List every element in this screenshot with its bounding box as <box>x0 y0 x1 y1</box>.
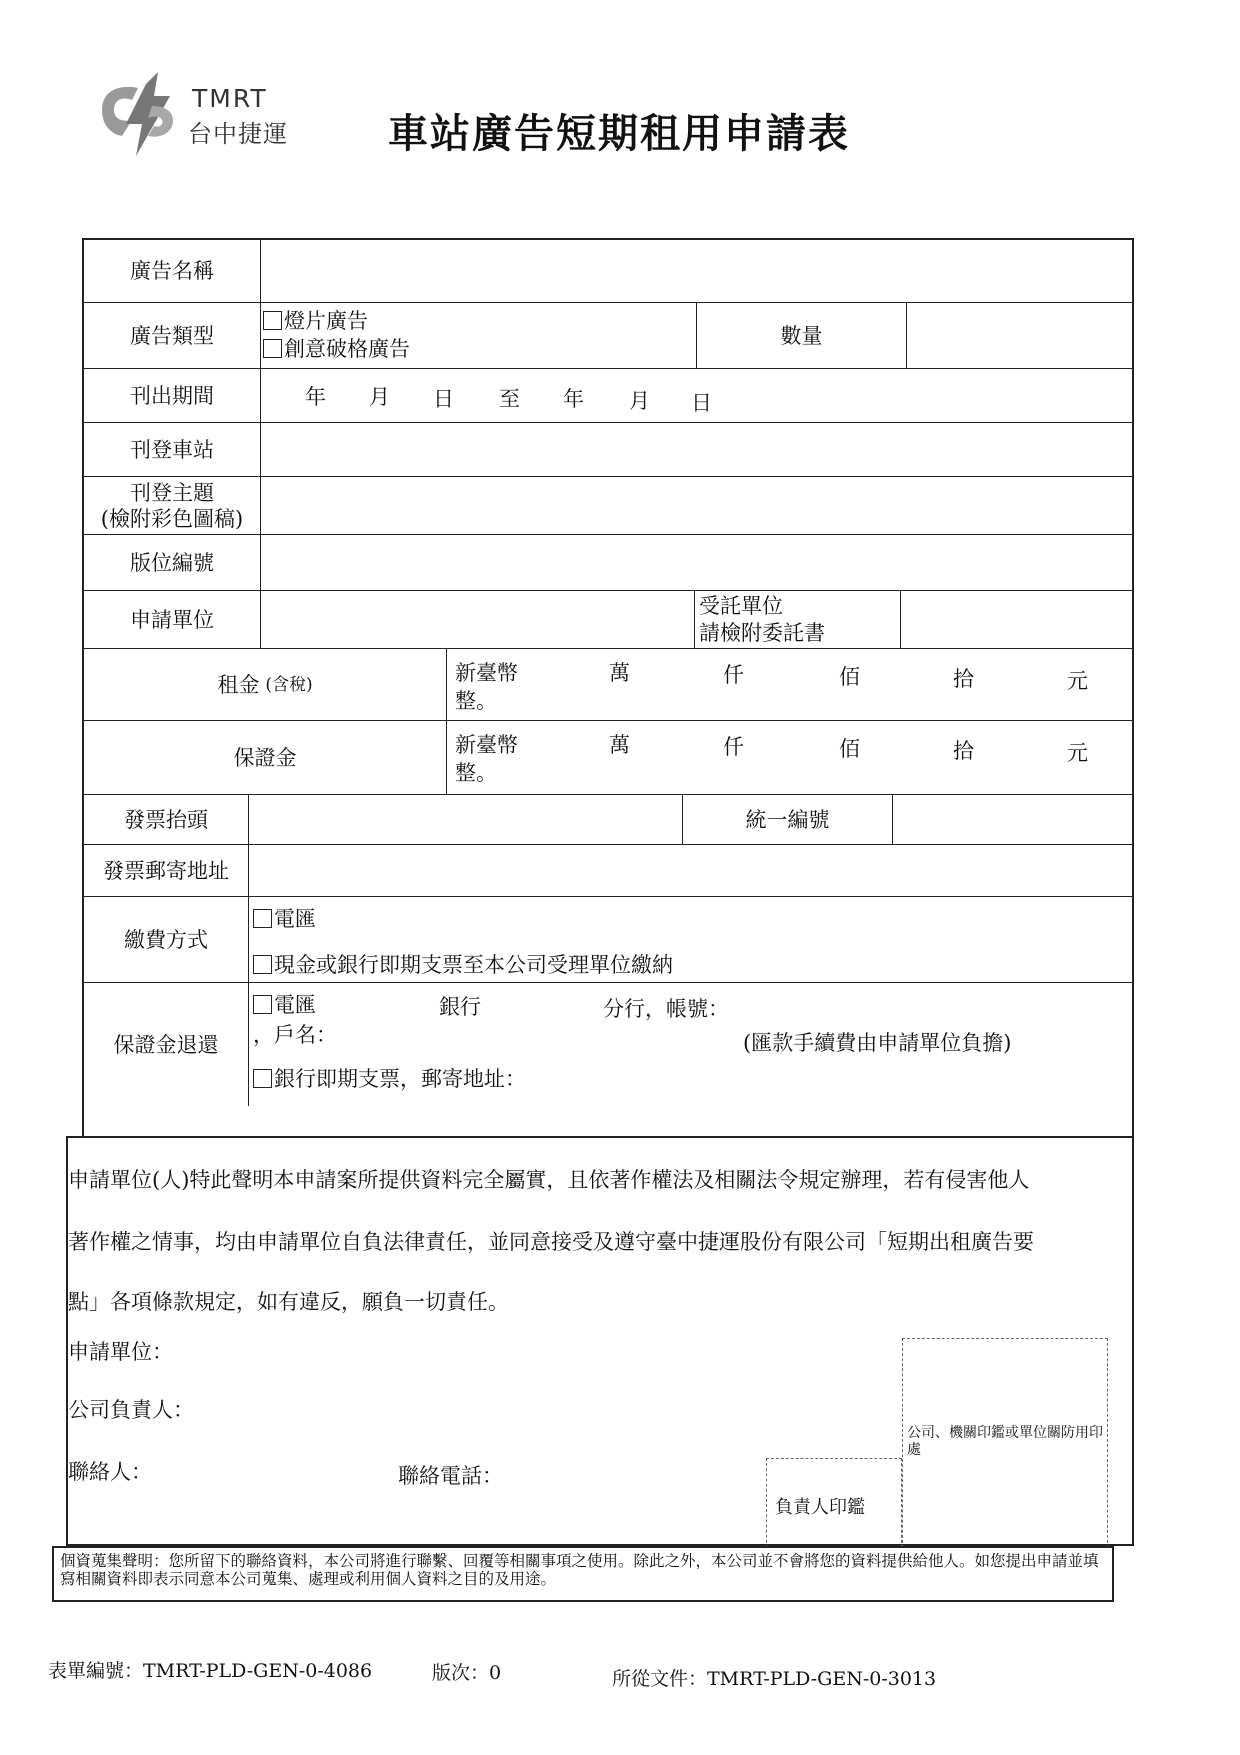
payment-options <box>248 897 1132 982</box>
invoice-title-field[interactable] <box>248 795 682 844</box>
ad-type-label: 廣告類型 <box>130 323 214 348</box>
deposit-amount-field[interactable]: 新臺幣 整。 萬 仟 佰 拾 元 <box>446 721 1132 794</box>
station-field[interactable] <box>260 423 1132 476</box>
deposit-label: 保證金 <box>233 745 297 770</box>
person-seal-area[interactable]: 負責人印鑑 <box>766 1458 902 1548</box>
quantity-label: 數量 <box>696 303 906 368</box>
ad-type-options <box>260 303 696 368</box>
attached-document: 所從文件：TMRT-PLD-GEN-0-3013 <box>612 1668 937 1690</box>
checkbox-icon[interactable] <box>263 339 282 358</box>
slot-field[interactable] <box>260 535 1132 590</box>
ad-type-option-slide[interactable]: 燈片廣告 <box>263 307 696 335</box>
refund-option-check[interactable]: 銀行即期支票，郵寄地址： <box>253 1063 526 1093</box>
applicant-unit-signature[interactable]: 申請單位： <box>68 1340 173 1364</box>
refund-options <box>248 983 1132 1106</box>
slot-label: 版位編號 <box>130 550 214 575</box>
row-station <box>84 422 1132 476</box>
refund-fee-note: (匯款手續費由申請單位負擔) <box>743 1031 1012 1055</box>
row-payment <box>84 896 1132 982</box>
form-number: 表單編號：TMRT-PLD-GEN-0-4086 <box>48 1660 373 1682</box>
row-ad-name <box>84 240 1132 302</box>
invoice-address-label: 發票郵寄地址 <box>103 858 229 883</box>
tmrt-logo-icon <box>92 66 188 162</box>
row-rent <box>84 648 1132 720</box>
row-deposit-refund <box>84 982 1132 1106</box>
agent-label: 受託單位 請檢附委託書 <box>694 591 900 648</box>
row-theme <box>84 476 1132 534</box>
version-number: 版次：0 <box>432 1662 502 1684</box>
declaration-line-2: 著作權之情事，均由申請單位自負法律責任，並同意接受及遵守臺中捷運股份有限公司「短期出租廣告要 <box>68 1230 1034 1254</box>
row-invoice-title <box>84 794 1132 844</box>
logo-chinese-name: 台中捷運 <box>188 120 288 148</box>
declaration-line-1: 申請單位(人)特此聲明本申請案所提供資料完全屬實，且依著作權法及相關法令規定辦理，若有侵害他人 <box>68 1168 1030 1192</box>
refund-option-wire[interactable]: 電匯 <box>253 989 316 1019</box>
declaration-section <box>66 1136 1134 1546</box>
refund-account-name: ，戶名： <box>253 1023 337 1047</box>
tax-id-label: 統一編號 <box>682 795 892 844</box>
period-label: 刊出期間 <box>130 383 214 408</box>
rent-amount-field[interactable]: 新臺幣 整。 萬 仟 佰 拾 元 <box>446 649 1132 720</box>
payment-option-wire[interactable]: 電匯 <box>253 903 316 933</box>
theme-field[interactable] <box>260 477 1132 534</box>
ad-type-option-creative[interactable]: 創意破格廣告 <box>263 335 696 363</box>
row-period <box>84 368 1132 422</box>
contact-phone-field[interactable]: 聯絡電話： <box>398 1464 503 1488</box>
invoice-title-label: 發票抬頭 <box>124 807 208 832</box>
company-head-signature[interactable]: 公司負責人： <box>68 1398 194 1422</box>
applicant-field[interactable] <box>260 591 694 648</box>
declaration-line-3: 點」各項條款規定，如有違反，願負一切責任。 <box>68 1290 509 1314</box>
checkbox-icon[interactable] <box>253 955 272 974</box>
logo-wordmark: TMRT <box>192 84 268 113</box>
row-invoice-address <box>84 844 1132 896</box>
ad-name-field[interactable] <box>260 240 1132 302</box>
period-field[interactable]: 年 月 日 至 年 月 日 <box>260 369 1132 422</box>
row-ad-type <box>84 302 1132 368</box>
checkbox-icon[interactable] <box>253 909 272 928</box>
quantity-field[interactable] <box>906 303 1132 368</box>
row-deposit <box>84 720 1132 794</box>
ad-name-label: 廣告名稱 <box>130 259 214 283</box>
payment-label: 繳費方式 <box>124 927 208 952</box>
application-form-table <box>82 238 1134 1138</box>
payment-option-cash-check[interactable]: 現金或銀行即期支票至本公司受理單位繳納 <box>253 949 673 979</box>
refund-branch-text: 分行，帳號： <box>603 997 729 1021</box>
theme-label: 刊登主題 (檢附彩色圖稿) <box>100 480 244 531</box>
station-label: 刊登車站 <box>130 437 214 462</box>
row-applicant <box>84 590 1132 648</box>
checkbox-icon[interactable] <box>253 995 272 1014</box>
invoice-address-field[interactable] <box>248 845 1132 896</box>
page-title: 車站廣告短期租用申請表 <box>388 110 850 157</box>
refund-bank-text: 銀行 <box>439 995 481 1019</box>
refund-label: 保證金退還 <box>113 1032 219 1057</box>
applicant-label: 申請單位 <box>130 607 214 632</box>
row-slot <box>84 534 1132 590</box>
checkbox-icon[interactable] <box>253 1069 272 1088</box>
tax-id-field[interactable] <box>892 795 1132 844</box>
rent-label: 租金 (含稅) <box>217 672 313 697</box>
checkbox-icon[interactable] <box>263 311 282 330</box>
privacy-statement: 個資蒐集聲明：您所留下的聯絡資料，本公司將進行聯繫、回覆等相關事項之使用。除此之外，本公司並不會將您的資料提供給他人。如您提出申請並填寫相關資料即表示同意本公司蒐集、處理或利用個人資料之目的及用途。 <box>52 1546 1114 1602</box>
org-seal-area[interactable]: 公司、機關印鑑或單位關防用印處 <box>902 1338 1108 1548</box>
contact-person-field[interactable]: 聯絡人： <box>68 1460 152 1484</box>
agent-field[interactable] <box>900 591 1132 648</box>
